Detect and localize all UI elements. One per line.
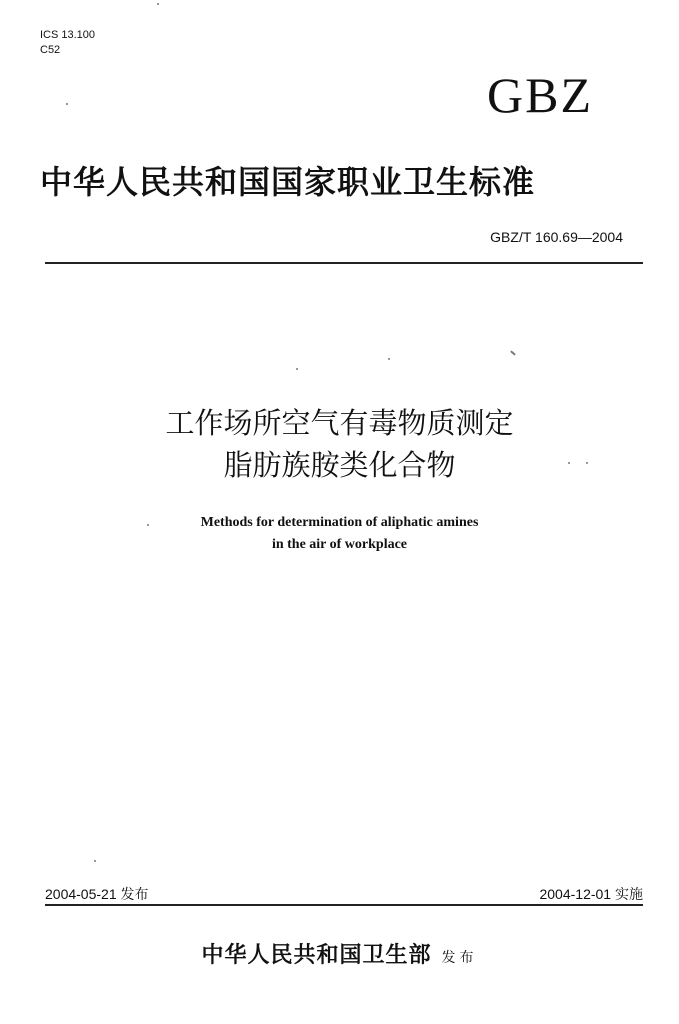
document-title-line-2: 脂肪族胺类化合物 — [223, 448, 456, 482]
scan-speck — [296, 368, 298, 370]
scan-speck — [568, 462, 570, 464]
document-title-english — [0, 512, 679, 556]
publisher-organization: 中华人民共和国卫生部 — [201, 942, 432, 968]
publisher-line — [0, 938, 679, 969]
ccs-code: C52 — [40, 44, 61, 56]
footer-divider — [45, 904, 643, 906]
date-row — [45, 884, 643, 904]
scan-speck — [157, 3, 159, 5]
scan-speck — [66, 103, 68, 105]
header-divider — [45, 262, 643, 264]
scan-speck — [388, 358, 390, 360]
ics-code: ICS 13.100 — [40, 29, 96, 41]
document-title-line-1: 工作场所空气有毒物质测定 — [165, 406, 514, 440]
scan-speck — [94, 860, 96, 862]
document-title-chinese — [0, 402, 679, 486]
issue-date: 2004-05-21 发布 — [45, 886, 149, 902]
implementation-date: 2004-12-01 实施 — [539, 886, 643, 902]
standard-number: GBZ/T 160.69—2004 — [490, 229, 623, 245]
publisher-action: 发布 — [441, 950, 478, 966]
standard-title: 中华人民共和国国家职业卫生标准 — [40, 163, 536, 201]
scan-speck — [510, 350, 516, 355]
scan-speck — [147, 524, 149, 526]
english-title-line-1: Methods for determination of aliphatic amines — [200, 515, 479, 530]
english-title-line-2: in the air of workplace — [271, 537, 408, 552]
scan-speck — [586, 462, 588, 464]
gbz-logo: GBZ — [487, 67, 593, 123]
classification-codes — [40, 28, 95, 58]
